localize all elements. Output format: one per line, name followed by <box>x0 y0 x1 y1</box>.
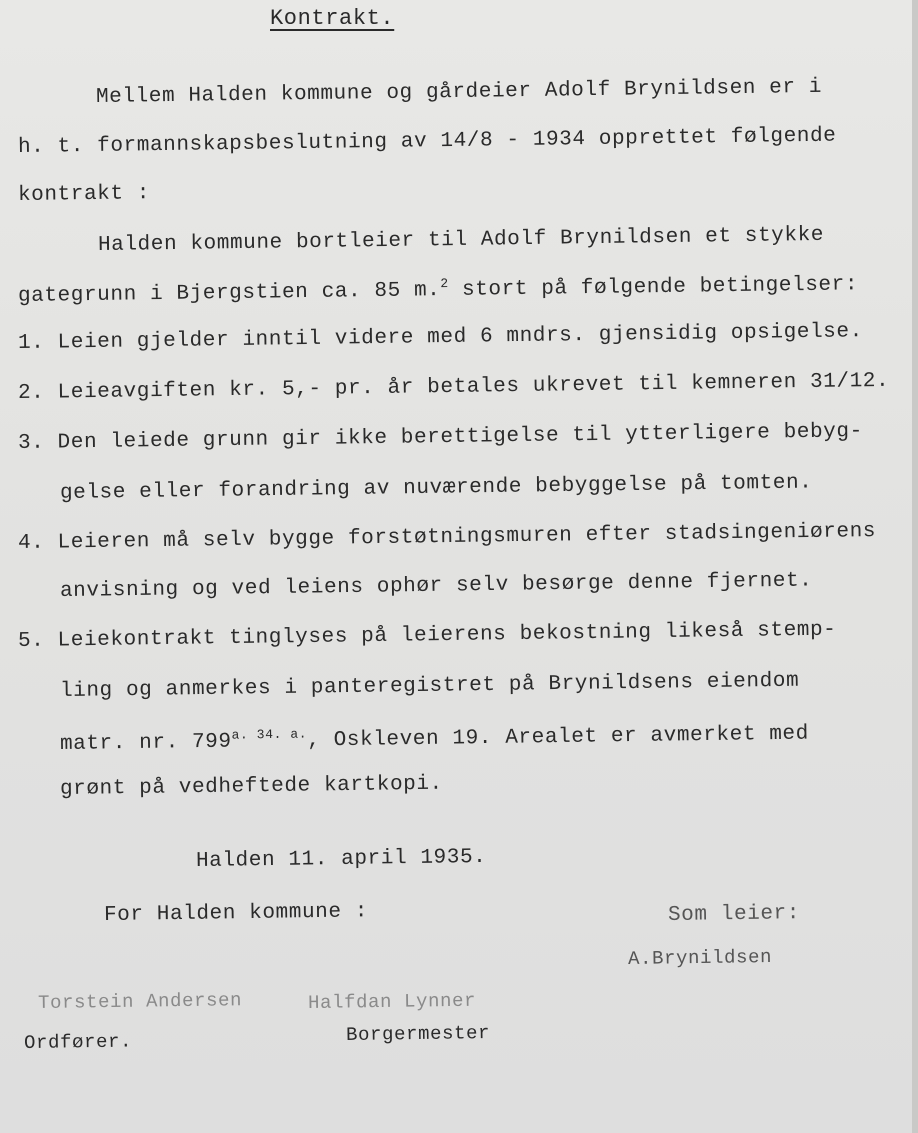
document-title: Kontrakt. <box>270 6 395 31</box>
list-item-3-cont: gelse eller forandring av nuværende bebyggelse på tomten. <box>59 471 813 505</box>
address-text: , Oskleven 19. Arealet er avmerket med <box>307 722 810 753</box>
conditions-text: stort på følgende betingelser: <box>461 273 859 302</box>
list-item-5-cont <box>60 720 809 756</box>
signatory1-name: Torstein Andersen <box>37 989 243 1014</box>
list-item-5: 5. Leiekontrakt tinglyses på leierens bekostning likeså stemp- <box>17 618 837 653</box>
tenant-label: Som leier: <box>667 902 801 927</box>
list-item-2: 2. Leieavgiften kr. 5,- pr. år betales ukrevet til kemneren 31/12. <box>17 369 890 405</box>
area-text: gategrunn i Bjergstien ca. 85 m. <box>17 279 441 308</box>
list-item-5-cont: ling og anmerkes i panteregistret på Brynildsens eiendom <box>59 669 800 703</box>
paragraph-line: Mellem Halden kommune og gårdeier Adolf Brynildsen er i <box>95 75 823 109</box>
list-item-3: 3. Den leiede grunn gir ikke berettigelse til ytterligere bebyg- <box>17 420 864 455</box>
paragraph-line: kontrakt : <box>17 182 151 207</box>
scan-edge <box>912 0 918 1133</box>
list-item-1: 1. Leien gjelder inntil videre med 6 mndrs. gjensidig opsigelse. <box>17 320 864 355</box>
signatory2-name: Halfdan Lynner <box>307 989 477 1014</box>
place-date: Halden 11. april 1935. <box>195 845 487 873</box>
matr-text: matr. nr. 799 <box>59 730 232 756</box>
list-item-5-cont: grønt på vedheftede kartkopi. <box>59 772 443 801</box>
paragraph-line <box>18 270 858 308</box>
signatory1-title: Ordfører. <box>23 1030 133 1054</box>
signatory2-title: Borgermester <box>345 1021 491 1046</box>
list-item-4: 4. Leieren må selv bygge forstøtningsmuren efter stadsingeniørens <box>17 520 877 555</box>
superscript: a. 34. a. <box>231 726 308 743</box>
tenant-signature: A.Brynildsen <box>627 945 773 970</box>
superscript: 2 <box>440 275 449 292</box>
paragraph-line: h. t. formannskapsbeslutning av 14/8 - 1934 opprettet følgende <box>17 124 837 159</box>
paragraph-line: Halden kommune bortleier til Adolf Brynildsen et stykke <box>97 223 825 257</box>
list-item-4-cont: anvisning og ved leiens ophør selv besørge denne fjernet. <box>59 569 813 603</box>
for-party-label: For Halden kommune : <box>103 900 369 927</box>
